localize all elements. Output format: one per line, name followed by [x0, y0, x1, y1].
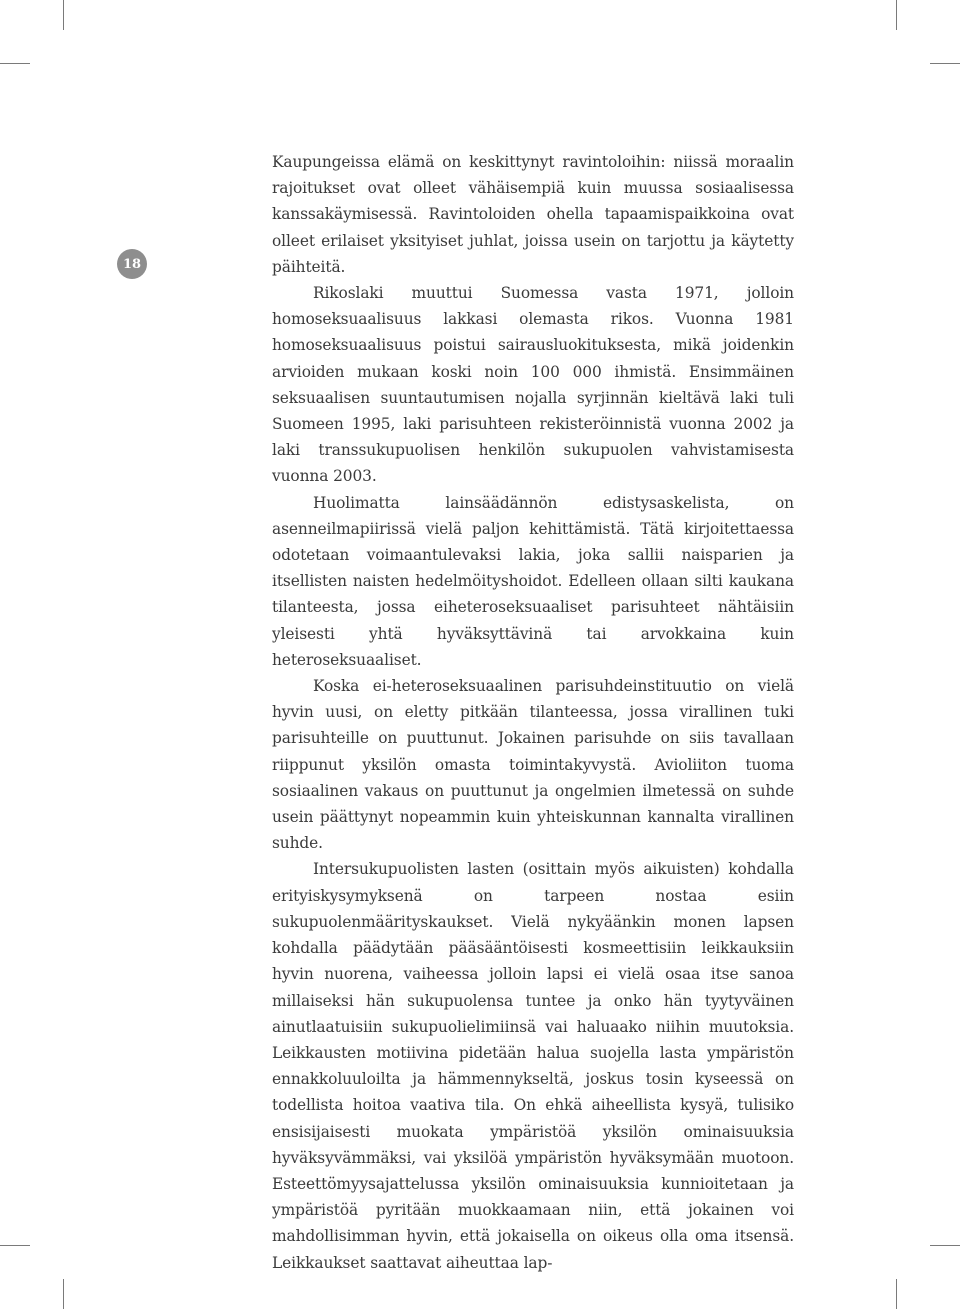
paragraph-2: Rikoslaki muuttui Suomessa vasta 1971, jolloin homoseksuaalisuus lakkasi olemasta rikos. Vuonna 1981 homoseksuaalisuus poistui sairausluokituksesta, mikä joidenkin arvioiden mukaan koski noin 100 000 ihmistä. Ensimmäinen seksuaalisen suuntautumisen nojalla syrjinnän kieltävä laki tuli Suomeen 1995, laki parisuhteen rekisteröinnistä vuonna 2002 ja laki transsukupuolisen henkilön sukupuolen vahvistamisesta vuonna 2003. [272, 284, 794, 486]
paragraph-1: Kaupungeissa elämä on keskittynyt ravintoloihin: niissä moraalin rajoitukset ovat olleet vähäisempiä kuin muussa sosiaalisessa kanssakäymisessä. Ravintoloiden ohella tapaamispaikkoina ovat olleet erilaiset yksityiset juhlat, joissa usein on tarjottu ja käytetty päihteitä. [272, 153, 794, 276]
crop-mark-top-left-h [0, 63, 30, 64]
paragraph-5: Intersukupuolisten lasten (osittain myös aikuisten) kohdalla erityiskysymyksenä on tarpeen nostaa esiin sukupuolenmäärityskaukset. Vielä nykyäänkin monen lapsen kohdalla päädytään pääsääntöisesti kosmeettisiin leikkauksiin hyvin nuorena, vaiheessa jolloin lapsi ei vielä osaa itse sanoa millaiseksi hän sukupuolensa tuntee ja onko hän tyytyväinen ainutlaatuisiin sukupuolielimiinsä vai haluaako niihin muutoksia. Leikkausten motiivina pidetään halua suojella lasta ympäristön ennakkoluuloilta ja hämmennykseltä, joskus tosin kyseessä on todellista hoitoa vaativa tila. On ehkä aiheellista kysyä, tulisiko ensisijaisesti muokata ympäristöä yksilön ominaisuuksia hyväksyvämmäksi, vai yksilöä ympäristön hyväksymään muotoon. Esteettömyysajattelussa yksilön ominaisuuksia kunnioitetaan ja ympäristöä pyritään muokkaamaan niin, että jokainen voi mahdollisimman hyvin, että jokaisella on oikeus olla oma itsensä. Leikkaukset saattavat aiheuttaa lap- [272, 860, 794, 1272]
crop-mark-bottom-right [896, 1279, 897, 1309]
crop-mark-top-left [63, 0, 64, 30]
paragraph-4: Koska ei-heteroseksuaalinen parisuhdeinstituutio on vielä hyvin uusi, on eletty pitkään tilanteessa, jossa virallinen tuki parisuhteille on puuttunut. Jokainen parisuhde on siis tavallaan riippunut yksilön omasta toimintakyvystä. Avioliiton tuoma sosiaalinen vakaus on puuttunut ja ongelmien ilmetessä on suhde usein päättynyt nopeammin kuin yhteiskunnan kannalta virallinen suhde. [272, 677, 794, 853]
crop-mark-bottom-right-h [930, 1245, 960, 1246]
page-number: 18 [117, 249, 147, 279]
crop-mark-bottom-left [63, 1279, 64, 1309]
crop-mark-top-right [896, 0, 897, 30]
crop-mark-top-right-h [930, 63, 960, 64]
paragraph-3: Huolimatta lainsäädännön edistysaskelista, on asenneilmapiirissä vielä paljon kehittämistä. Tätä kirjoitettaessa odotetaan voimaantulevaksi lakia, joka sallii naisparien ja itsellisten naisten hedelmöityshoidot. Edelleen ollaan silti kaukana tilanteesta, jossa eiheteroseksuaaliset parisuhteet nähtäisiin yleisesti yhtä hyväksyttävinä tai arvokkaina kuin heteroseksuaaliset. [272, 493, 794, 669]
crop-mark-bottom-left-h [0, 1245, 30, 1246]
body-text [272, 149, 794, 1276]
